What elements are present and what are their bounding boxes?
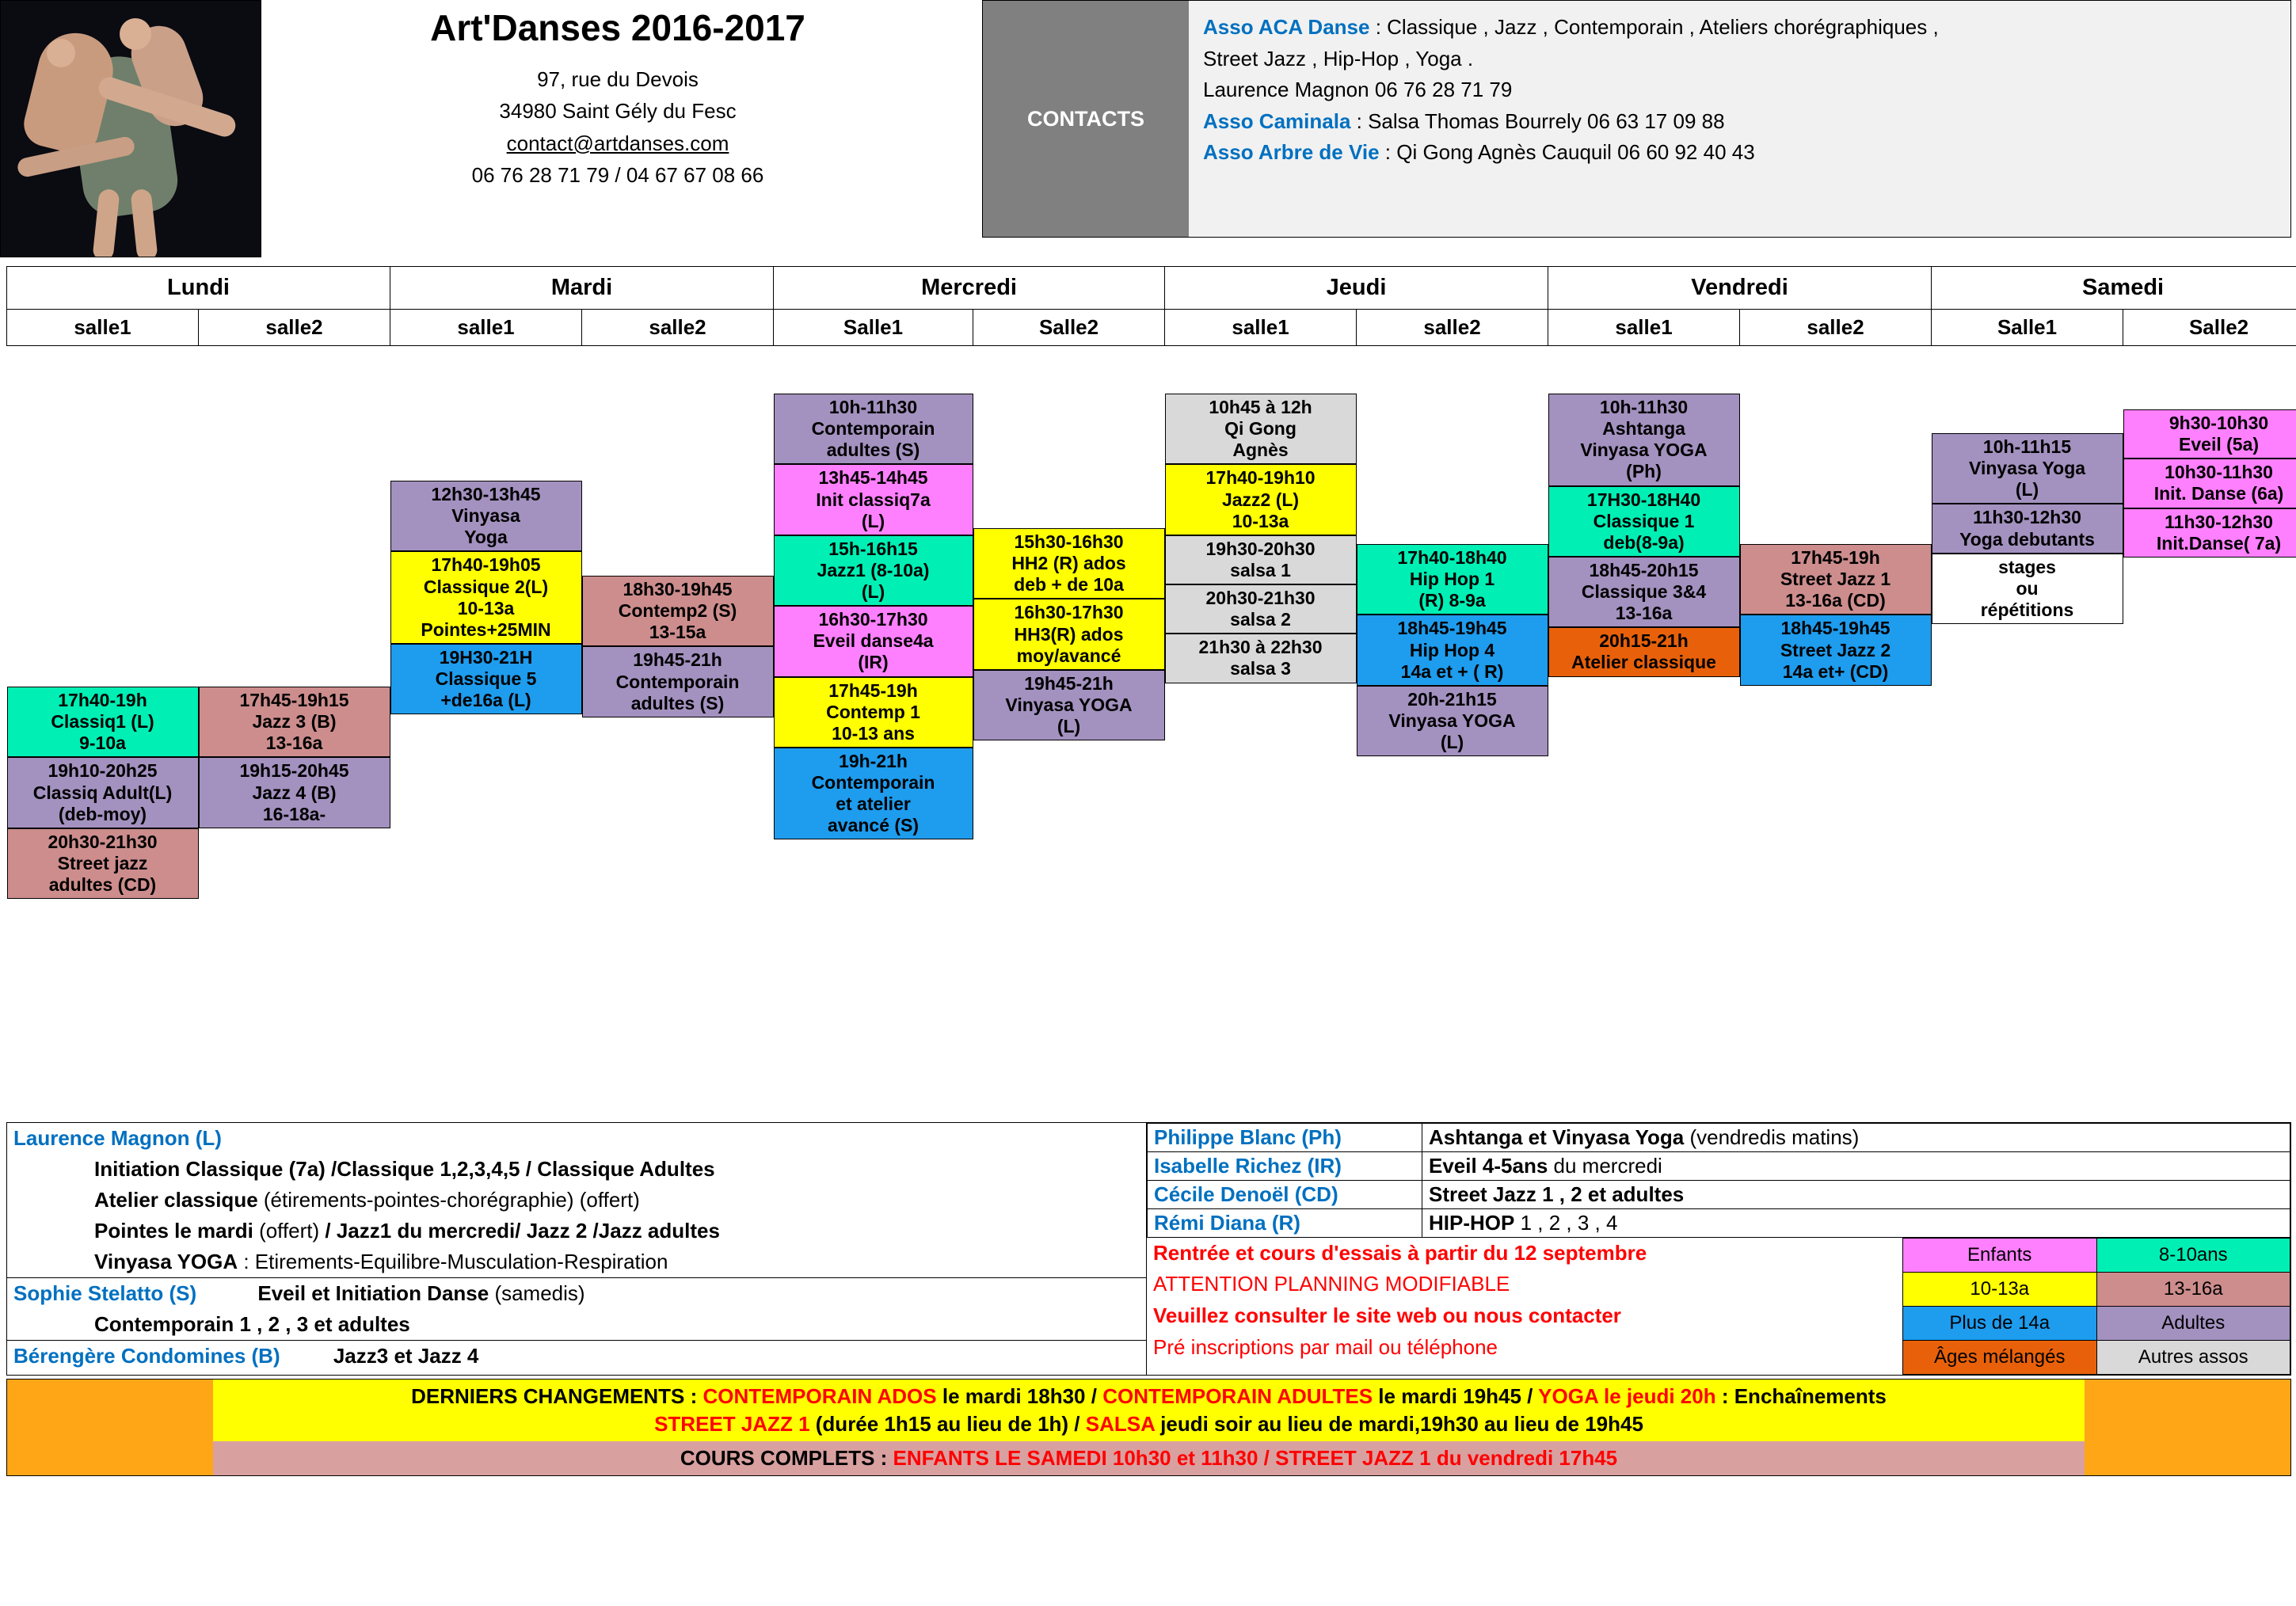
laurence-course-1: Initiation Classique (7a) /Classique 1,2,3,4,5 / Classique Adultes — [94, 1156, 715, 1181]
isabelle-courses-note: du mercredi — [1548, 1153, 1662, 1178]
teacher-berengere-condomines — [7, 1340, 1146, 1372]
color-key-table — [1902, 1238, 2290, 1375]
class-slot-line: 19H30-21H — [439, 646, 533, 668]
class-slot[interactable] — [1932, 433, 2123, 504]
class-slot-line: 10h-11h15 — [1982, 436, 2072, 457]
footer-line-2-b: (durée 1h15 au lieu de 1h) / — [809, 1411, 1086, 1436]
class-slot-line: Atelier classique — [1571, 652, 1716, 673]
class-slot-line: Yoga — [464, 527, 508, 548]
class-slot-line: Classique 1 — [1593, 510, 1695, 531]
timetable-spacer — [1357, 346, 1548, 544]
class-slot-line: HH3(R) ados — [1014, 623, 1124, 645]
legend-section — [6, 1122, 2291, 1376]
class-slot-line: (L) — [861, 510, 885, 531]
class-slot[interactable] — [1548, 627, 1740, 676]
contact-org: Asso Caminala — [1203, 108, 1351, 133]
legend-left — [6, 1122, 1147, 1376]
timetable-days-row — [7, 267, 2296, 310]
class-slot-line: Classique 2(L) — [423, 576, 549, 597]
isabelle-courses — [1422, 1151, 2290, 1180]
class-slot-line: 10-13a — [1232, 510, 1289, 531]
cecile-courses-bold: Street Jazz 1 , 2 et adultes — [1429, 1182, 1685, 1206]
class-slot[interactable] — [1165, 464, 1357, 535]
class-slot[interactable] — [390, 481, 582, 551]
contacts-label: CONTACTS — [983, 1, 1189, 237]
class-slot-line: Classiq Adult(L) — [32, 782, 173, 803]
class-slot[interactable] — [7, 757, 199, 828]
class-slot-line: 21h30 à 22h30 — [1198, 637, 1323, 658]
class-slot-line: Vinyasa Yoga — [1969, 458, 2086, 479]
class-slot[interactable] — [1165, 394, 1357, 464]
contact-line — [1203, 74, 2276, 106]
class-slot-line: 14a et + ( R) — [1400, 660, 1504, 682]
class-slot-line: 17h45-19h — [1791, 547, 1880, 568]
day-header-mardi: Mardi — [390, 267, 774, 310]
sophie-course-2: Contemporain 1 , 2 , 3 et adultes — [94, 1312, 410, 1337]
color-key — [1902, 1238, 2290, 1375]
cecile-courses — [1422, 1180, 2290, 1208]
class-slot[interactable] — [7, 828, 199, 899]
class-slot-line: (L) — [1440, 732, 1464, 752]
footer-line-1-f: : Enchaînements — [1715, 1383, 1887, 1408]
footer-line-1-label: DERNIERS CHANGEMENTS : — [411, 1383, 703, 1408]
teacher-berengere-name: Bérengère Condomines (B) — [13, 1344, 280, 1368]
class-slot-line: 18h30-19h45 — [623, 579, 733, 599]
contact-text: : Classique , Jazz , Contemporain , Ateliers chorégraphiques , — [1369, 15, 1939, 39]
room-header: salle1 — [1165, 310, 1357, 346]
table-row — [1148, 1151, 2290, 1180]
title-block — [261, 0, 974, 261]
room-header: salle2 — [1357, 310, 1548, 346]
class-slot-line: 9h30-10h30 — [2168, 413, 2269, 433]
timetable-spacer — [774, 346, 973, 394]
teacher-isabelle-richez: Isabelle Richez (IR) — [1148, 1151, 1422, 1180]
class-slot-line: (L) — [861, 581, 885, 602]
room-header: salle1 — [390, 310, 582, 346]
remi-courses — [1422, 1208, 2290, 1237]
class-slot-line: moy/avancé — [1016, 645, 1121, 666]
table-row — [1903, 1238, 2290, 1272]
contact-text: : Salsa Thomas Bourrely 06 63 17 09 88 — [1350, 108, 1725, 133]
class-slot-line: Eveil (5a) — [2179, 434, 2260, 455]
contacts-panel — [982, 0, 2291, 238]
room-header: Salle2 — [973, 310, 1165, 346]
class-slot-line: Eveil danse4a — [813, 630, 934, 652]
class-slot-line: (R) 8-9a — [1418, 590, 1486, 611]
class-slot-line: (L) — [1057, 716, 1081, 736]
key-ages-melanges: Âges mélangés — [1903, 1340, 2097, 1374]
laurence-course-2-note: (étirements-pointes-chorégraphie) (offert) — [257, 1187, 640, 1212]
class-slot-line: Agnès — [1232, 440, 1289, 461]
notice-website: Veuillez consulter le site web ou nous contacter — [1153, 1303, 1621, 1328]
room-header: salle2 — [1740, 310, 1932, 346]
teacher-sophie-stelatto — [7, 1277, 1146, 1309]
class-slot-line: 13-16a — [1615, 603, 1673, 624]
day-header-jeudi: Jeudi — [1165, 267, 1548, 310]
room-header: Salle2 — [2123, 310, 2296, 346]
class-slot[interactable] — [582, 576, 774, 646]
class-slot-line: 18h45-19h45 — [1397, 618, 1507, 639]
class-slot-line: Jazz 4 (B) — [252, 782, 337, 803]
footer-line-1-b: le mardi 18h30 / — [936, 1383, 1103, 1408]
footer-line-3-label: COURS COMPLETS : — [680, 1445, 893, 1470]
table-row — [1148, 1180, 2290, 1208]
class-slot-line: Init. Danse (6a) — [2153, 483, 2284, 504]
teacher-philippe-blanc: Philippe Blanc (Ph) — [1148, 1123, 1422, 1151]
class-slot-line: Pointes+25MIN — [421, 618, 551, 640]
class-slot[interactable] — [390, 644, 582, 714]
legend-right — [1147, 1122, 2291, 1376]
key-plus-14a: Plus de 14a — [1903, 1306, 2097, 1340]
class-slot-line: 11h30-12h30 — [2165, 511, 2273, 532]
table-row — [1903, 1340, 2290, 1374]
class-slot[interactable] — [199, 687, 390, 757]
class-slot[interactable] — [774, 535, 973, 606]
class-slot-line: 19h10-20h25 — [48, 760, 158, 782]
class-slot-line: 16h30-17h30 — [818, 609, 928, 630]
class-slot[interactable] — [774, 394, 973, 464]
class-slot-line: Street Jazz 2 — [1780, 639, 1891, 660]
footer-full-courses — [213, 1441, 2085, 1475]
class-slot-line: 17h45-19h15 — [239, 690, 349, 710]
class-slot[interactable] — [1165, 584, 1357, 634]
class-slot[interactable] — [774, 464, 973, 535]
contact-text: : Qi Gong Agnès Cauquil 06 60 92 40 43 — [1379, 140, 1755, 165]
class-slot[interactable] — [1548, 557, 1740, 627]
footer-line-2-d: jeudi soir au lieu de mardi,19h30 au lieu de 19h45 — [1154, 1411, 1643, 1436]
class-slot-line: 17h40-18h40 — [1397, 547, 1507, 568]
class-slot-line: 19h30-20h30 — [1205, 538, 1316, 559]
address-line-1: 97, rue du Devois — [537, 67, 699, 91]
key-13-16a: 13-16a — [2096, 1272, 2290, 1306]
berengere-course-1: Jazz3 et Jazz 4 — [333, 1344, 479, 1368]
class-slot-line: Contemporain — [811, 418, 935, 440]
class-slot-line: Hip Hop 1 — [1409, 569, 1495, 590]
class-slot-line: 9-10a — [79, 733, 126, 754]
table-row — [1148, 1123, 2290, 1151]
class-slot-line: 11h30-12h30 — [1973, 507, 2081, 528]
class-slot-line: salsa 2 — [1230, 609, 1291, 630]
timetable-spacer — [1740, 346, 1932, 544]
table-row — [1148, 1208, 2290, 1237]
class-slot-line: Contemporain — [615, 671, 740, 692]
class-slot[interactable] — [1932, 554, 2123, 624]
teacher-remi-diana: Rémi Diana (R) — [1148, 1208, 1422, 1237]
timetable-spacer — [1165, 346, 1357, 394]
notices-and-key — [1147, 1238, 2290, 1375]
class-slot[interactable] — [2123, 409, 2296, 459]
class-slot[interactable] — [1165, 535, 1357, 584]
class-slot-line: 10h30-11h30 — [2165, 462, 2273, 483]
table-row — [1903, 1306, 2290, 1340]
day-header-lundi: Lundi — [7, 267, 390, 310]
class-slot-line: deb(8-9a) — [1603, 531, 1685, 553]
remi-courses-bold: HIP-HOP — [1429, 1210, 1515, 1235]
laurence-course-3: Pointes le mardi — [94, 1218, 253, 1243]
class-slot[interactable] — [2123, 508, 2296, 558]
timetable-spacer — [1548, 346, 1740, 394]
class-slot-line: 10h-11h30 — [1599, 397, 1689, 417]
teachers-table — [1147, 1123, 2290, 1238]
remi-courses-note: 1 , 2 , 3 , 4 — [1514, 1210, 1618, 1235]
class-slot-line: Ashtanga — [1602, 418, 1685, 440]
class-slot[interactable] — [1357, 615, 1548, 685]
class-slot-line: 17h40-19h — [58, 690, 147, 710]
class-slot-line: et atelier — [836, 793, 911, 815]
footer-line-3-a: ENFANTS LE SAMEDI 10h30 et 11h30 / STREET JAZZ 1 du vendredi 17h45 — [893, 1445, 1618, 1470]
notice-attention: ATTENTION PLANNING MODIFIABLE — [1153, 1272, 1510, 1296]
class-slot-line: salsa 1 — [1230, 559, 1291, 580]
key-enfants: Enfants — [1903, 1238, 2097, 1272]
day-header-samedi: Samedi — [1932, 267, 2296, 310]
room-header: salle2 — [582, 310, 774, 346]
timetable-spacer — [973, 346, 1165, 528]
sophie-course-1: Eveil et Initiation Danse — [257, 1281, 489, 1305]
class-slot-line: 10h45 à 12h — [1209, 397, 1312, 417]
class-slot-line: stages — [1998, 556, 2056, 577]
class-slot-line: 17h40-19h05 — [431, 554, 541, 576]
class-slot-line: (L) — [2015, 479, 2039, 500]
timetable-rooms-row — [7, 310, 2296, 346]
class-slot-line: 13h45-14h45 — [818, 467, 928, 489]
class-slot-line: Init classiq7a — [816, 489, 931, 510]
class-slot[interactable] — [1357, 686, 1548, 756]
teacher-cecile-denoel: Cécile Denoël (CD) — [1148, 1180, 1422, 1208]
class-slot[interactable] — [1357, 544, 1548, 615]
class-slot[interactable] — [582, 646, 774, 717]
room-header: Salle1 — [1932, 310, 2123, 346]
contact-org: Asso Arbre de Vie — [1203, 140, 1380, 165]
key-10-13a: 10-13a — [1903, 1272, 2097, 1306]
class-slot-line: 19h45-21h — [633, 649, 722, 671]
class-slot-line: avancé (S) — [827, 815, 920, 836]
class-slot[interactable] — [1165, 634, 1357, 683]
class-slot-line: 10-13a — [457, 597, 515, 618]
laurence-course-2: Atelier classique — [94, 1187, 258, 1212]
class-slot-line: 20h-21h15 — [1407, 688, 1497, 710]
class-slot-line: adultes (CD) — [48, 874, 157, 895]
timetable-spacer — [199, 346, 390, 687]
class-slot[interactable] — [2123, 459, 2296, 508]
timetable-spacer — [2123, 346, 2296, 409]
timetable-spacer — [7, 346, 199, 687]
isabelle-courses-bold: Eveil 4-5ans — [1429, 1153, 1548, 1178]
class-slot-line: 16h30-17h30 — [1014, 602, 1124, 623]
class-slot-line: deb + de 10a — [1014, 574, 1124, 596]
teacher-laurence-magnon: Laurence Magnon (L) — [13, 1125, 222, 1150]
class-slot-line: 16-18a- — [262, 803, 326, 824]
class-slot-line: Classique 3&4 — [1581, 581, 1707, 602]
class-slot-line: 17h40-19h10 — [1205, 467, 1316, 489]
class-slot-line: Vinyasa YOGA — [1580, 440, 1708, 461]
class-slot-line: 12h30-13h45 — [431, 484, 541, 504]
day-header-vendredi: Vendredi — [1548, 267, 1932, 310]
class-slot-line: Hip Hop 4 — [1409, 639, 1495, 660]
class-slot[interactable] — [973, 670, 1165, 740]
contact-line — [1203, 12, 2276, 44]
room-header: salle1 — [7, 310, 199, 346]
class-slot-line: +de16a (L) — [440, 690, 531, 711]
footer-line-1-d: le mardi 19h45 / — [1373, 1383, 1539, 1408]
timetable-spacer — [582, 346, 774, 576]
class-slot-line: répétitions — [1980, 599, 2074, 620]
page-header — [0, 0, 2296, 261]
class-slot-line: (IR) — [858, 652, 889, 673]
class-slot-line: 20h30-21h30 — [1205, 588, 1316, 608]
class-slot-line: Vinyasa YOGA — [1005, 694, 1133, 715]
key-adultes: Adultes — [2096, 1306, 2290, 1340]
footer-changes — [213, 1380, 2085, 1441]
contact-text: Laurence Magnon 06 76 28 71 79 — [1203, 78, 1513, 102]
class-slot-line: 17H30-18H40 — [1586, 489, 1701, 510]
footer-line-2 — [213, 1410, 2085, 1438]
class-slot-line: 10-13 ans — [832, 722, 915, 744]
class-slot-line: (deb-moy) — [58, 803, 147, 824]
class-slot-line: 19h15-20h45 — [239, 760, 349, 782]
class-slot-line: 19h45-21h — [1024, 672, 1114, 694]
contact-line — [1203, 137, 2276, 169]
class-slot-line: Jazz1 (8-10a) — [817, 559, 930, 580]
class-slot-line: Contemp 1 — [826, 701, 920, 722]
class-slot[interactable] — [7, 687, 199, 757]
class-slot-line: 13-15a — [649, 622, 706, 643]
timetable-spacer — [390, 346, 582, 481]
sophie-course-1-note: (samedis) — [489, 1281, 585, 1305]
contact-line — [1203, 106, 2276, 138]
class-slot-line: Init.Danse( 7a) — [2156, 532, 2282, 554]
contact-text: Street Jazz , Hip-Hop , Yoga . — [1203, 46, 1474, 70]
class-slot-line: Contemp2 (S) — [618, 600, 737, 622]
class-slot[interactable] — [774, 606, 973, 676]
class-slot-line: 15h30-16h30 — [1014, 531, 1124, 552]
class-slot-line: HH2 (R) ados — [1011, 553, 1126, 574]
class-slot-line: Street Jazz 1 — [1780, 569, 1891, 590]
class-slot[interactable] — [774, 677, 973, 748]
class-slot-line: Vinyasa YOGA — [1388, 710, 1516, 731]
class-slot-line: Vinyasa — [451, 505, 520, 527]
class-slot-line: ou — [2016, 577, 2039, 599]
notices-column — [1147, 1238, 1902, 1375]
philippe-courses — [1422, 1123, 2290, 1151]
class-slot-line: Jazz2 (L) — [1221, 489, 1300, 510]
class-slot[interactable] — [1740, 615, 1932, 685]
page-title: Art'Danses 2016-2017 — [430, 7, 805, 48]
class-slot-line: Classique 5 — [435, 668, 537, 689]
class-slot-line: Contemporain — [811, 772, 935, 793]
footer-line-1 — [213, 1383, 2085, 1410]
class-slot-line: 19h-21h — [839, 750, 908, 771]
laurence-course-4-note: : Etirements-Equilibre-Musculation-Respiration — [238, 1249, 668, 1273]
footer-line-1-e: YOGA le jeudi 20h — [1538, 1383, 1716, 1408]
philippe-courses-note: (vendredis matins) — [1684, 1125, 1860, 1149]
laurence-course-3-note: (offert) — [253, 1218, 320, 1243]
notice-preinscriptions: Pré inscriptions par mail ou téléphone — [1153, 1334, 1498, 1359]
contact-line — [1203, 44, 2276, 75]
class-slot[interactable] — [1740, 544, 1932, 615]
class-slot-line: Qi Gong — [1224, 418, 1296, 440]
class-slot-line: 14a et+ (CD) — [1782, 660, 1889, 682]
address-line-2: 34980 Saint Gély du Fesc — [499, 99, 737, 124]
timetable-body-row — [7, 346, 2296, 1122]
weekly-timetable — [6, 266, 2296, 1122]
timetable-spacer — [1932, 346, 2123, 433]
philippe-courses-bold: Ashtanga et Vinyasa Yoga — [1429, 1125, 1685, 1149]
table-row — [1903, 1272, 2290, 1306]
class-slot-line: Jazz 3 (B) — [252, 711, 337, 733]
contact-org: Asso ACA Danse — [1203, 15, 1370, 39]
email-link[interactable]: contact@artdanses.com — [506, 131, 729, 155]
class-slot[interactable] — [1548, 486, 1740, 557]
class-slot-line: Classiq1 (L) — [51, 711, 154, 733]
class-slot[interactable] — [199, 757, 390, 828]
class-slot-line: adultes (S) — [630, 692, 725, 714]
footer-announcements — [6, 1379, 2291, 1476]
class-slot-line: (Ph) — [1626, 461, 1662, 482]
footer-line-3 — [213, 1444, 2085, 1472]
day-header-mercredi: Mercredi — [774, 267, 1165, 310]
key-autres-assos: Autres assos — [2096, 1340, 2290, 1374]
laurence-course-4: Vinyasa YOGA — [94, 1249, 238, 1273]
class-slot[interactable] — [973, 528, 1165, 599]
class-slot[interactable] — [1932, 504, 2123, 553]
class-slot-line: 20h15-21h — [1599, 630, 1689, 652]
room-header: salle1 — [1548, 310, 1740, 346]
class-slot-line: 17h45-19h — [828, 679, 918, 701]
class-slot[interactable] — [774, 748, 973, 840]
footer-line-1-a: CONTEMPORAIN ADOS — [703, 1383, 937, 1408]
notice-rentree: Rentrée et cours d'essais à partir du 12 septembre — [1153, 1240, 1647, 1265]
contacts-body — [1189, 1, 2290, 237]
class-slot-line: 18h45-19h45 — [1780, 618, 1890, 639]
laurence-course-3b: / Jazz1 du mercredi/ Jazz 2 /Jazz adultes — [319, 1218, 720, 1243]
class-slot[interactable] — [390, 551, 582, 644]
class-slot[interactable] — [973, 599, 1165, 669]
class-slot[interactable] — [1548, 394, 1740, 486]
class-slot-line: adultes (S) — [826, 440, 920, 461]
class-slot-line: 10h-11h30 — [828, 397, 918, 417]
footer-line-2-a: STREET JAZZ 1 — [654, 1411, 810, 1436]
class-slot-line: Street jazz — [57, 852, 148, 873]
class-slot-line: 18h45-20h15 — [1589, 559, 1699, 580]
phone-numbers: 06 76 28 71 79 / 04 67 67 08 66 — [471, 162, 764, 187]
class-slot-line: 15h-16h15 — [828, 538, 918, 559]
class-slot-line: 20h30-21h30 — [48, 831, 158, 852]
room-header: salle2 — [199, 310, 390, 346]
dance-photo — [0, 0, 261, 257]
key-8-10ans: 8-10ans — [2096, 1238, 2290, 1272]
class-slot-line: Yoga debutants — [1959, 528, 2095, 550]
room-header: Salle1 — [774, 310, 973, 346]
footer-line-2-c: SALSA — [1085, 1411, 1155, 1436]
teacher-sophie-name: Sophie Stelatto (S) — [13, 1281, 197, 1305]
class-slot-line: 13-16a (CD) — [1785, 590, 1886, 611]
footer-line-1-c: CONTEMPORAIN ADULTES — [1102, 1383, 1373, 1408]
class-slot-line: 13-16a — [265, 733, 323, 754]
class-slot-line: salsa 3 — [1230, 658, 1291, 679]
